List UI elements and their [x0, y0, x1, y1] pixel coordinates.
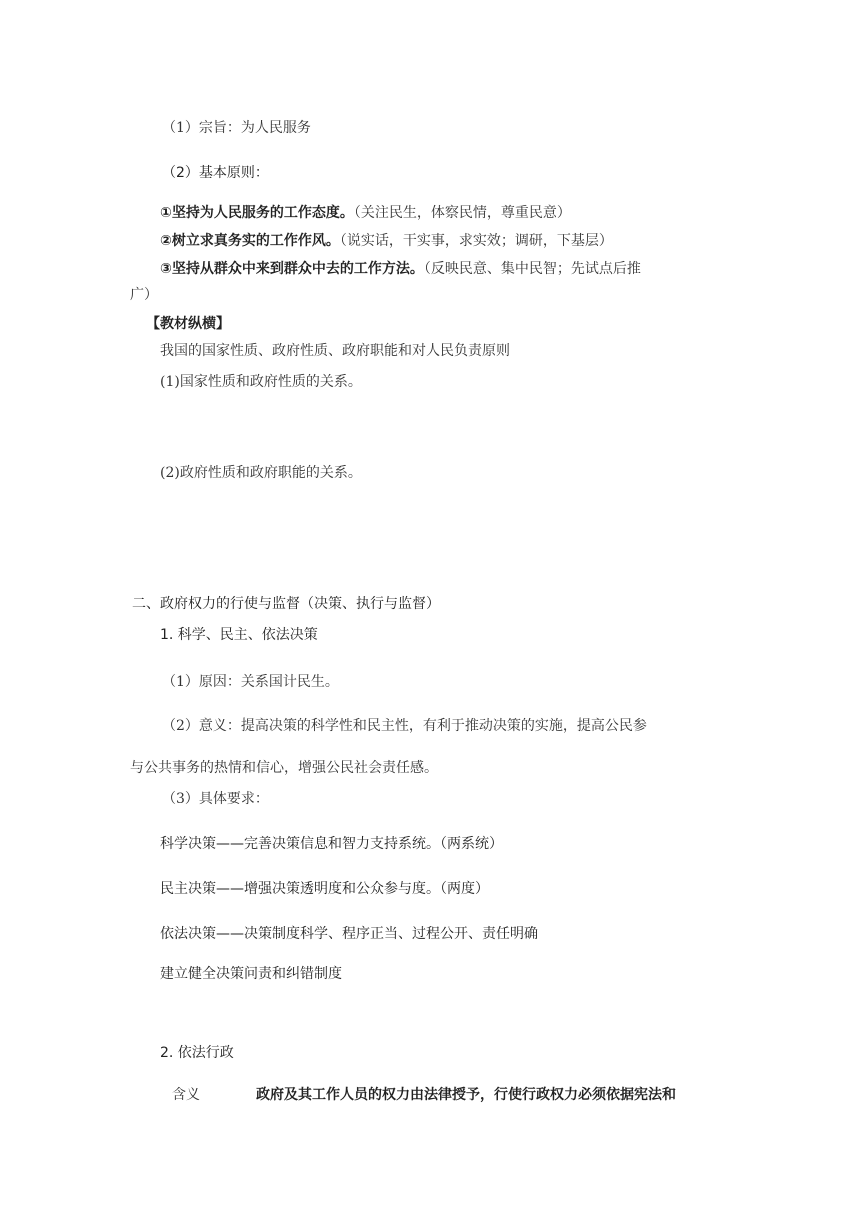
textbook-question-2: (2)政府性质和政府职能的关系。 — [160, 465, 362, 481]
textbook-intro: 我国的国家性质、政府性质、政府职能和对人民负责原则 — [160, 343, 510, 359]
definition-text: 政府及其工作人员的权力由法律授予，行使行政权力必须依据宪法和 — [256, 1087, 676, 1103]
subsection-2-title: 2. 依法行政 — [160, 1045, 234, 1061]
principle-1 — [160, 203, 571, 223]
requirement-democratic: 民主决策——增强决策透明度和公众参与度。（两度） — [160, 881, 489, 897]
requirement-scientific: 科学决策——完善决策信息和智力支持系统。（两系统） — [160, 836, 503, 852]
decision-meaning-continued: 与公共事务的热情和信心，增强公民社会责任感。 — [130, 760, 438, 776]
textbook-question-1: (1)国家性质和政府性质的关系。 — [160, 374, 362, 390]
tenet-line: （1）宗旨：为人民服务 — [162, 120, 311, 136]
definition-label: 含义 — [172, 1087, 200, 1103]
decision-requirements-heading: （3）具体要求： — [162, 791, 269, 807]
principle-3-note-continued: 广） — [130, 287, 158, 303]
principle-2 — [160, 231, 613, 251]
principle-1-note: （关注民生，体察民情，尊重民意） — [353, 205, 571, 221]
principle-1-title: ①坚持为人民服务的工作态度。 — [160, 205, 354, 221]
decision-meaning: （2）意义：提高决策的科学性和民主性，有利于推动决策的实施，提高公民参 — [162, 718, 647, 734]
principle-3-title: ③坚持从群众中来到群众中去的工作方法。 — [160, 261, 424, 277]
principle-2-note: （说实话，干实事，求实效；调研，下基层） — [339, 233, 613, 249]
subsection-1-title: 1. 科学、民主、依法决策 — [160, 627, 318, 643]
principle-2-title: ②树立求真务实的工作作风。 — [160, 233, 340, 249]
requirement-lawful: 依法决策——决策制度科学、程序正当、过程公开、责任明确 — [160, 926, 538, 942]
principle-3 — [160, 259, 641, 279]
principles-heading: （2）基本原则： — [162, 165, 269, 181]
section-2-title: 二、政府权力的行使与监督（决策、执行与监督） — [132, 596, 440, 612]
requirement-accountability: 建立健全决策问责和纠错制度 — [160, 966, 342, 982]
principle-3-note: （反映民意、集中民智；先试点后推 — [423, 261, 641, 277]
decision-reason: （1）原因：关系国计民生。 — [162, 674, 339, 690]
textbook-heading: 【教材纵横】 — [146, 316, 230, 332]
